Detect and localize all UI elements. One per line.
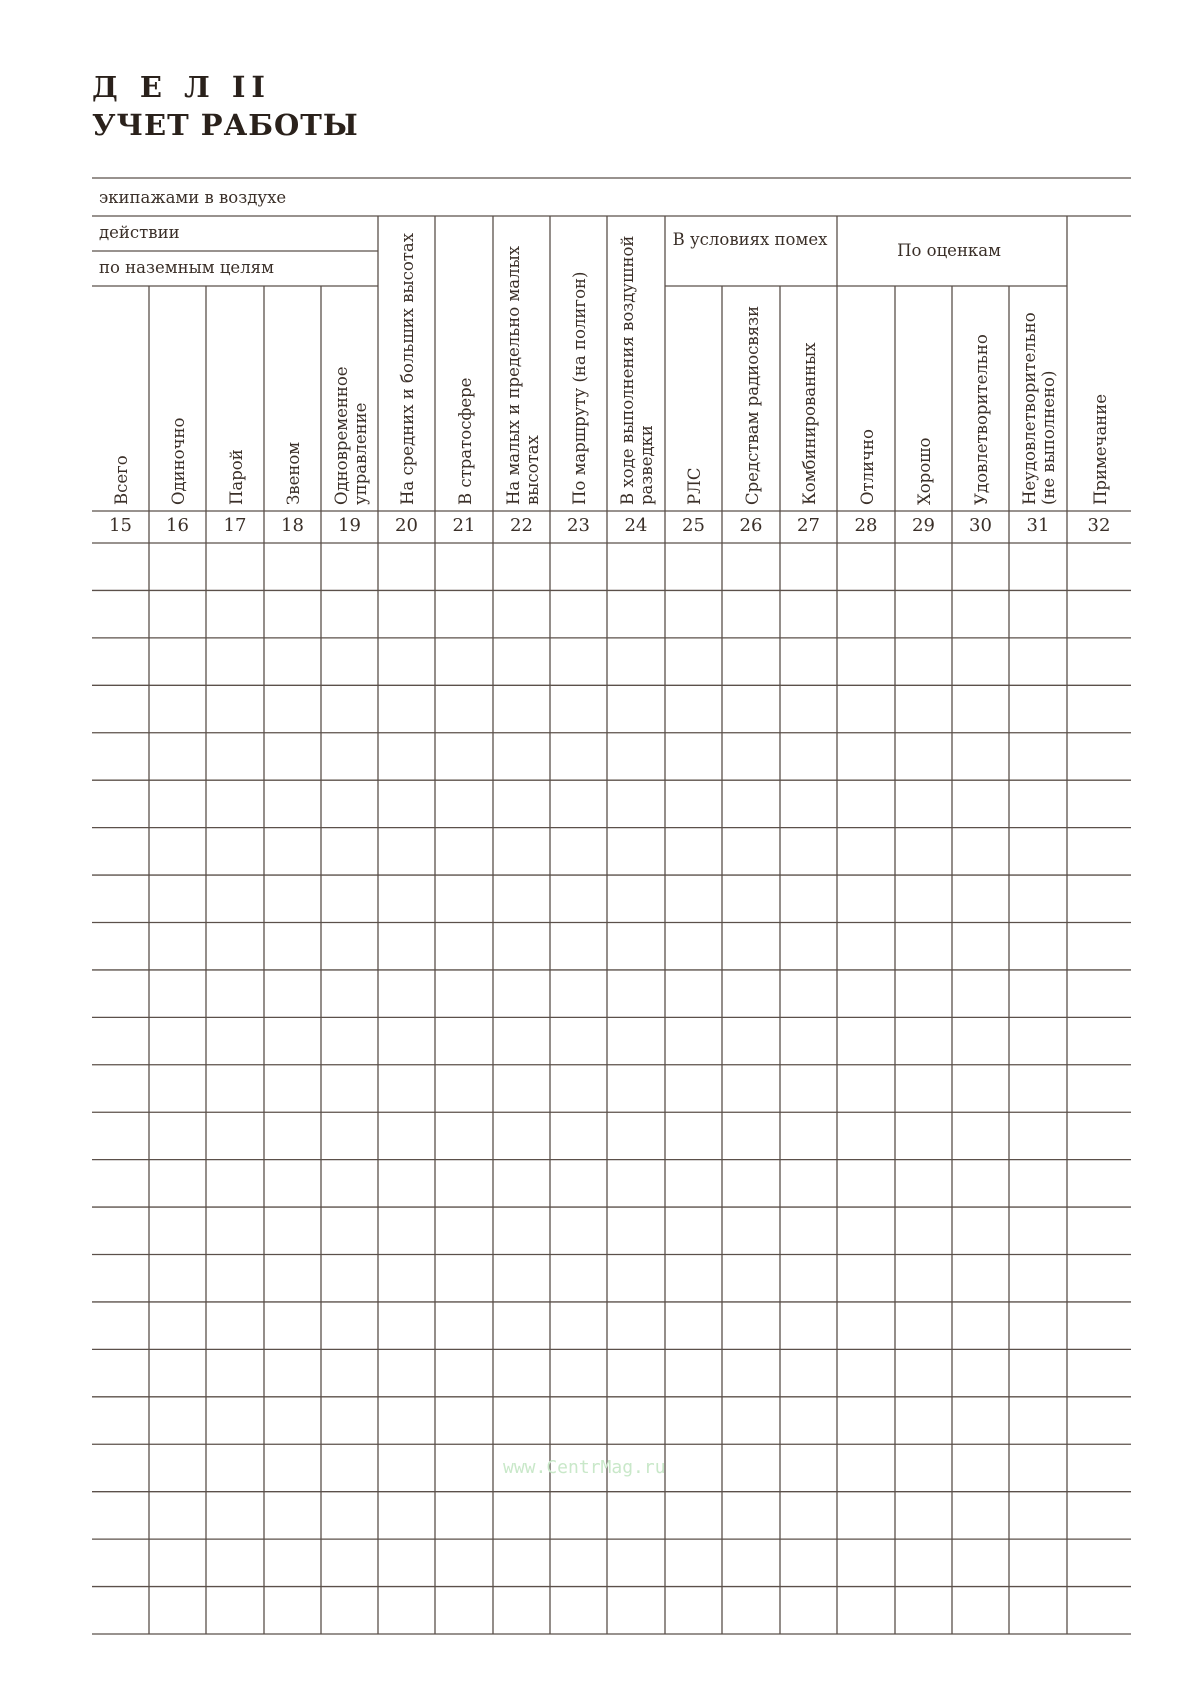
column-header-text: На средних и больших высотах	[398, 232, 417, 505]
column-header-text: Удовлетворительно	[972, 334, 991, 505]
column-number: 25	[682, 515, 705, 536]
column-header-text: Отлично	[857, 429, 877, 505]
column-header-label	[556, 220, 603, 505]
column-header-text: В стратосфере	[455, 377, 475, 505]
column-header-label	[155, 290, 202, 505]
column-number: 22	[510, 515, 533, 536]
column-header-text: Примечание	[1090, 393, 1110, 505]
column-number: 15	[109, 515, 132, 536]
column-header-text: На малых и предельно малых высотах	[503, 245, 542, 505]
column-header-label	[958, 290, 1005, 505]
column-header-text: Хорошо	[915, 437, 934, 505]
group-header-interference: В условиях помех	[672, 230, 828, 249]
column-header-label	[901, 290, 948, 505]
column-header-text: Звеном	[284, 441, 303, 505]
column-header-label	[270, 290, 317, 505]
column-header-text: РЛС	[685, 467, 704, 505]
column-header-label	[1015, 290, 1063, 505]
column-header-text: В ходе выполнения воздушной разведки	[618, 235, 656, 505]
column-number: 16	[166, 515, 189, 536]
watermark: www.CentrMag.ru	[503, 1457, 666, 1478]
column-number: 23	[567, 515, 590, 536]
column-header-label	[441, 220, 489, 505]
column-header-label	[327, 290, 374, 505]
column-header-text: Комбинированных	[800, 342, 819, 505]
group-header-crews: экипажами в воздухе	[99, 188, 287, 207]
section-title: Д Е Л II	[92, 70, 271, 104]
column-header-text: По маршруту (на полигон)	[570, 271, 589, 505]
column-number: 20	[395, 515, 418, 536]
group-header-grades: По оценкам	[897, 241, 1001, 260]
column-header-label	[728, 290, 776, 505]
column-number: 19	[338, 515, 361, 536]
column-number: 29	[912, 515, 935, 536]
column-header-text: Средствам радиосвязи	[742, 305, 762, 505]
column-number: 26	[739, 515, 763, 536]
column-header-label	[212, 290, 260, 505]
column-number: 30	[969, 515, 992, 536]
column-header-label	[98, 290, 145, 505]
column-number: 18	[281, 515, 304, 536]
group-header-ground-targets: по наземным целям	[99, 258, 274, 277]
column-header-text: Неудовлетворительно (не выполнено)	[1020, 312, 1058, 505]
column-number: 31	[1026, 515, 1050, 536]
column-header-text: Парой	[226, 449, 246, 505]
column-header-label	[499, 220, 546, 505]
column-number: 24	[624, 515, 648, 536]
column-header-label	[384, 220, 431, 505]
group-header-action: действии	[99, 223, 180, 242]
column-header-label	[613, 220, 661, 505]
column-header-label	[1073, 220, 1127, 505]
column-header-text: Одиночно	[169, 417, 188, 505]
column-number: 17	[223, 515, 247, 536]
column-number: 28	[854, 515, 878, 536]
column-header-label	[843, 290, 891, 505]
column-header-label	[786, 290, 833, 505]
column-number: 21	[452, 515, 476, 536]
column-number: 27	[797, 515, 820, 536]
column-header-text: Одновременное управление	[331, 366, 370, 505]
column-header-text: Всего	[112, 455, 131, 505]
page-title: УЧЕТ РАБОТЫ	[92, 108, 359, 142]
column-number: 32	[1087, 515, 1111, 536]
column-header-label	[671, 290, 718, 505]
